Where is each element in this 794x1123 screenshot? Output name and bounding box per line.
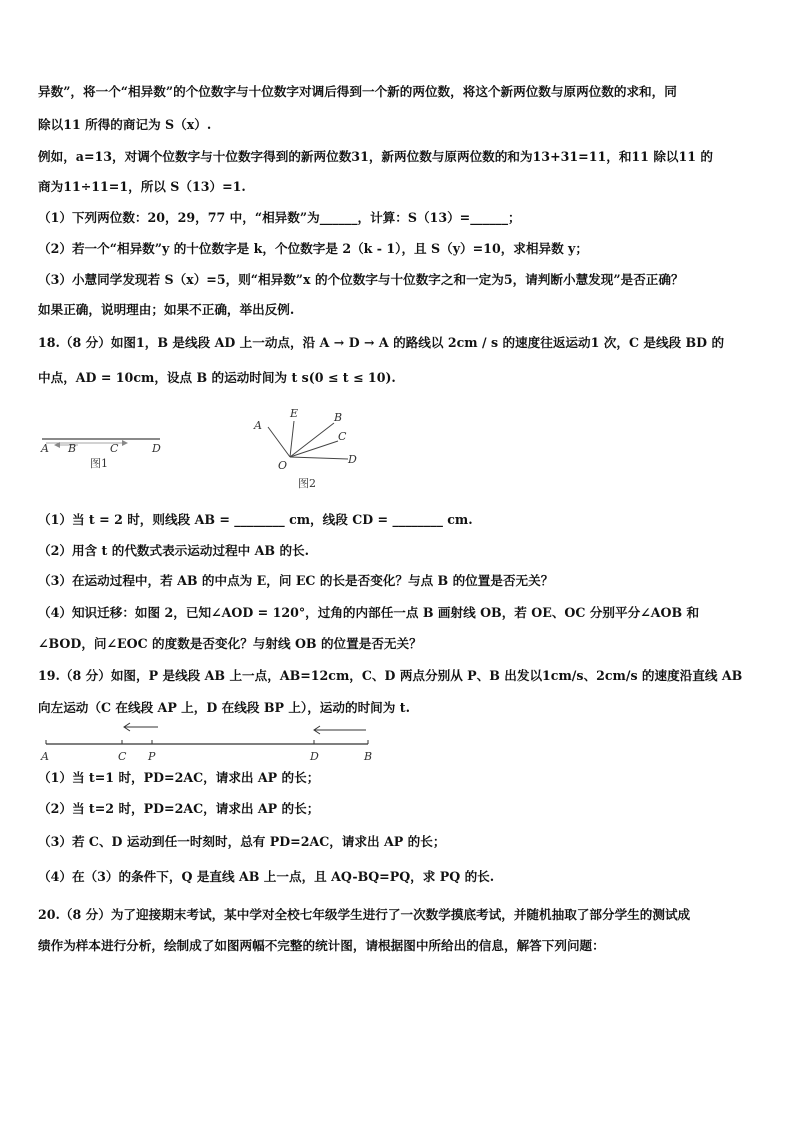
- fig1-label-a: A: [41, 442, 49, 455]
- figure-19: [38, 718, 378, 766]
- p17-question1: （1）下列两位数：20，29，77 中，“相异数”为______，计算：S（13）=______；: [38, 210, 521, 225]
- fig1-label-b: B: [68, 442, 77, 455]
- fig1-label-d: D: [152, 442, 161, 455]
- fig2-label-b: B: [334, 411, 343, 424]
- fig2-label-c: C: [338, 430, 347, 443]
- p20-line2: 绩作为样本进行分析，绘制成了如图两幅不完整的统计图，请根据图中所给出的信息，解答下列问题：: [38, 938, 605, 953]
- p17-line4: 商为11÷11=1，所以 S（13）=1.: [38, 179, 246, 194]
- p18-line2: 中点，AD = 10cm，设点 B 的运动时间为 t s(0 ≤ t ≤ 10).: [38, 370, 396, 385]
- p17-question2: （2）若一个“相异数”y 的十位数字是 k，个位数字是 2（k - 1），且 S（y）=10，求相异数 y；: [38, 241, 588, 256]
- fig2-label-e: E: [290, 407, 299, 420]
- p20-line1: 20.（8 分）为了迎接期末考试，某中学对全校七年级学生进行了一次数学摸底考试，并随机抽取了部分学生的测试成: [38, 907, 691, 922]
- fig2-label-d: D: [348, 453, 357, 466]
- p18-line1: 18.（8 分）如图1，B 是线段 AD 上一动点，沿 A → D → A 的路线以 2cm / s 的速度往返运动1 次，C 是线段 BD 的: [38, 335, 725, 350]
- fig2-caption: 图2: [298, 477, 316, 490]
- p19-question2: （2）当 t=2 时，PD=2AC，请求出 AP 的长；: [38, 801, 320, 816]
- p19-question3: （3）若 C、D 运动到任一时刻时，总有 PD=2AC，请求出 AP 的长；: [38, 834, 446, 849]
- fig1-caption: 图1: [90, 457, 108, 470]
- fig19-label-a: A: [41, 750, 49, 763]
- p18-question2: （2）用含 t 的代数式表示运动过程中 AB 的长.: [38, 543, 310, 558]
- p19-line2: 向左运动（C 在线段 AP 上，D 在线段 BP 上），运动的时间为 t.: [38, 700, 410, 715]
- fig19-label-p: P: [148, 750, 156, 763]
- p17-question3-cont: 如果正确，说明理由；如果不正确，举出反例.: [38, 302, 295, 317]
- p18-question4: （4）知识迁移：如图 2，已知∠AOD = 120°，过角的内部任一点 B 画射线 OB，若 OE、OC 分别平分∠AOB 和: [38, 605, 700, 620]
- p17-line2: 除以11 所得的商记为 S（x）.: [38, 117, 212, 132]
- p17-line1: 异数”，将一个“相异数”的个位数字与十位数字对调后得到一个新的两位数，将这个新两位数与原两位数的求和，同: [38, 84, 677, 99]
- fig19-label-c: C: [118, 750, 127, 763]
- fig19-label-d: D: [310, 750, 319, 763]
- p17-line3: 例如，a=13，对调个位数字与十位数字得到的新两位数31，新两位数与原两位数的和为13+31=11，和11 除以11 的: [38, 149, 714, 164]
- p18-question3: （3）在运动过程中，若 AB 的中点为 E，问 EC 的长是否变化？与点 B 的位置是否无关？: [38, 573, 554, 588]
- p19-line1: 19.（8 分）如图，P 是线段 AB 上一点，AB=12cm，C、D 两点分别从 P、B 出发以1cm/s、2cm/s 的速度沿直线 AB: [38, 668, 743, 683]
- fig2-label-o: O: [278, 459, 288, 472]
- figure-2: [250, 405, 370, 495]
- fig1-label-c: C: [110, 442, 119, 455]
- p18-question1: （1）当 t = 2 时，则线段 AB = ________ cm，线段 CD = ________ cm.: [38, 512, 473, 527]
- figure-1: [38, 425, 178, 475]
- p17-question3: （3）小慧同学发现若 S（x）=5，则“相异数”x 的个位数字与十位数字之和一定为5，请判断小慧发现”是否正确？: [38, 272, 684, 287]
- p18-question4-cont: ∠BOD，问∠EOC 的度数是否变化？与射线 OB 的位置是否无关？: [38, 636, 422, 651]
- fig2-label-a: A: [254, 419, 262, 432]
- fig19-label-b: B: [364, 750, 373, 763]
- p19-question1: （1）当 t=1 时，PD=2AC，请求出 AP 的长；: [38, 770, 320, 785]
- p19-question4: （4）在（3）的条件下，Q 是直线 AB 上一点，且 AQ-BQ=PQ，求 PQ 的长.: [38, 869, 495, 884]
